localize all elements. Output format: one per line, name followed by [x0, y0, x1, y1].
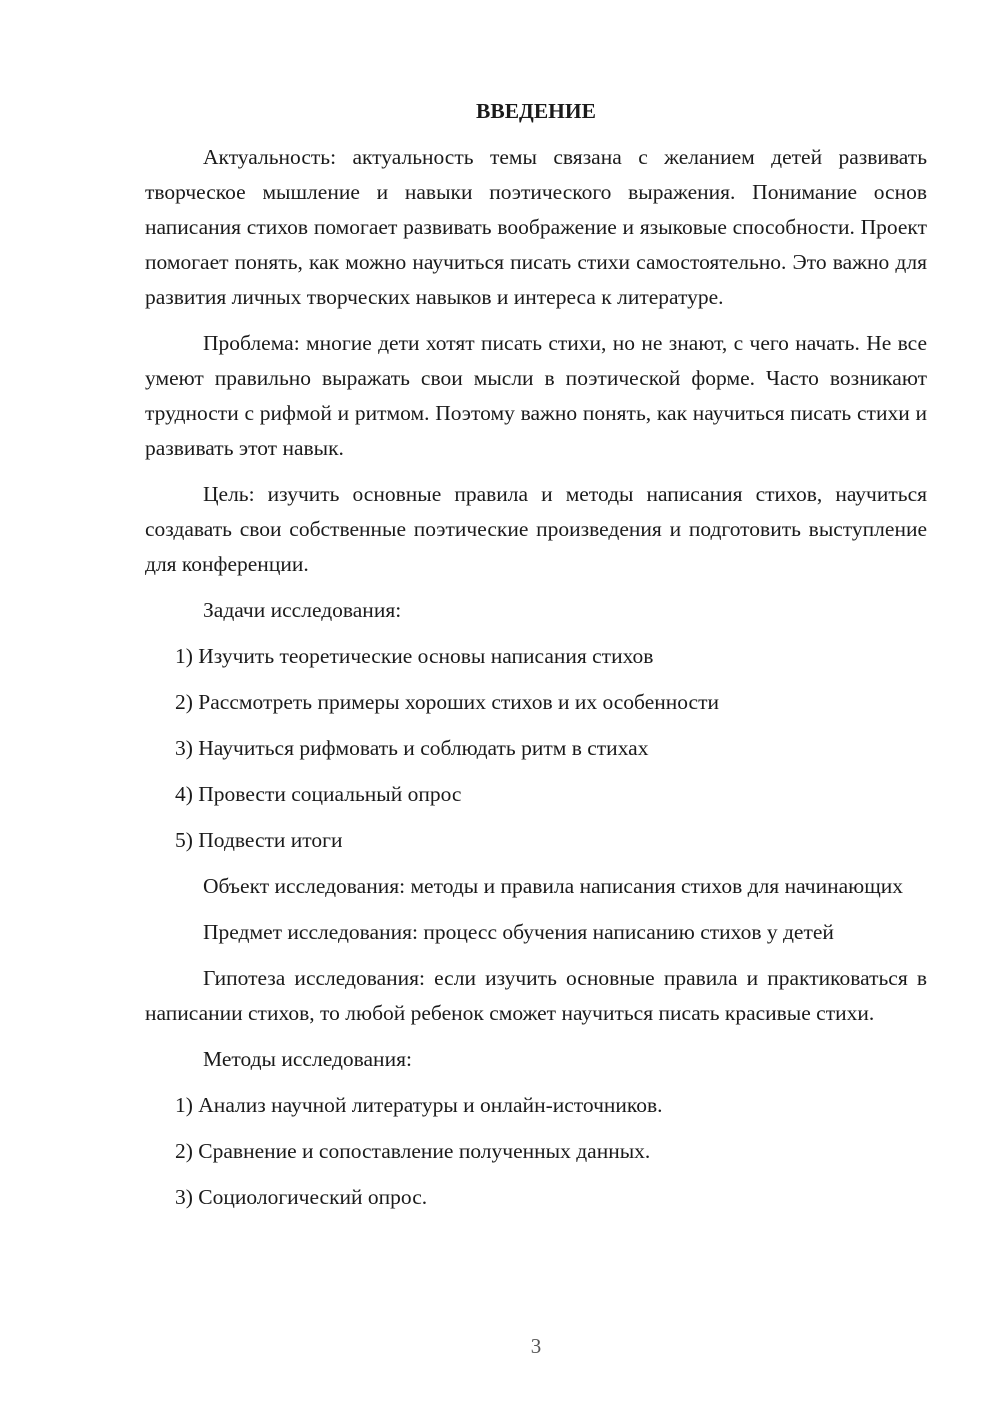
list-item: 2) Сравнение и сопоставление полученных данных.: [175, 1139, 651, 1163]
list-item: 5) Подвести итоги: [175, 828, 343, 852]
list-item: 3) Социологический опрос.: [175, 1185, 428, 1209]
section-title: ВВЕДЕНИЕ: [476, 99, 596, 123]
tasks-list: [145, 639, 927, 858]
tasks-heading: Задачи исследования:: [203, 598, 402, 622]
relevance-paragraph: Актуальность: актуальность темы связана с желанием детей развивать творческое мышление и навыки поэтического выражения. Понимание основ написания стихов помогает развивать воображение и языковые способности. Проект помогает понять, как можно научиться писать стихи самостоятельно. Это важно для развития личных творческих навыков и интереса к литературе.: [145, 145, 927, 309]
methods-list: [145, 1088, 927, 1215]
list-item: 3) Научиться рифмовать и соблюдать ритм в стихах: [175, 736, 649, 760]
goal-paragraph: Цель: изучить основные правила и методы написания стихов, научиться создавать свои собственные поэтические произведения и подготовить выступление для конференции.: [145, 482, 927, 576]
document-page: [145, 96, 927, 1226]
hypothesis-paragraph: Гипотеза исследования: если изучить основные правила и практиковаться в написании стихов, то любой ребенок сможет научиться писать красивые стихи.: [145, 966, 927, 1025]
list-item: 1) Изучить теоретические основы написания стихов: [175, 644, 654, 668]
methods-heading: Методы исследования:: [203, 1047, 412, 1071]
problem-paragraph: Проблема: многие дети хотят писать стихи, но не знают, с чего начать. Не все умеют правильно выражать свои мысли в поэтической форме. Часто возникают трудности с рифмой и ритмом. Поэтому важно понять, как научиться писать стихи и развивать этот навык.: [145, 331, 927, 460]
list-item: 1) Анализ научной литературы и онлайн-источников.: [175, 1093, 663, 1117]
page-number: 3: [530, 1334, 542, 1358]
subject-paragraph: Предмет исследования: процесс обучения написанию стихов у детей: [203, 920, 834, 944]
list-item: 4) Провести социальный опрос: [175, 782, 462, 806]
object-paragraph: Объект исследования: методы и правила написания стихов для начинающих: [203, 874, 903, 898]
list-item: 2) Рассмотреть примеры хороших стихов и их особенности: [175, 690, 719, 714]
